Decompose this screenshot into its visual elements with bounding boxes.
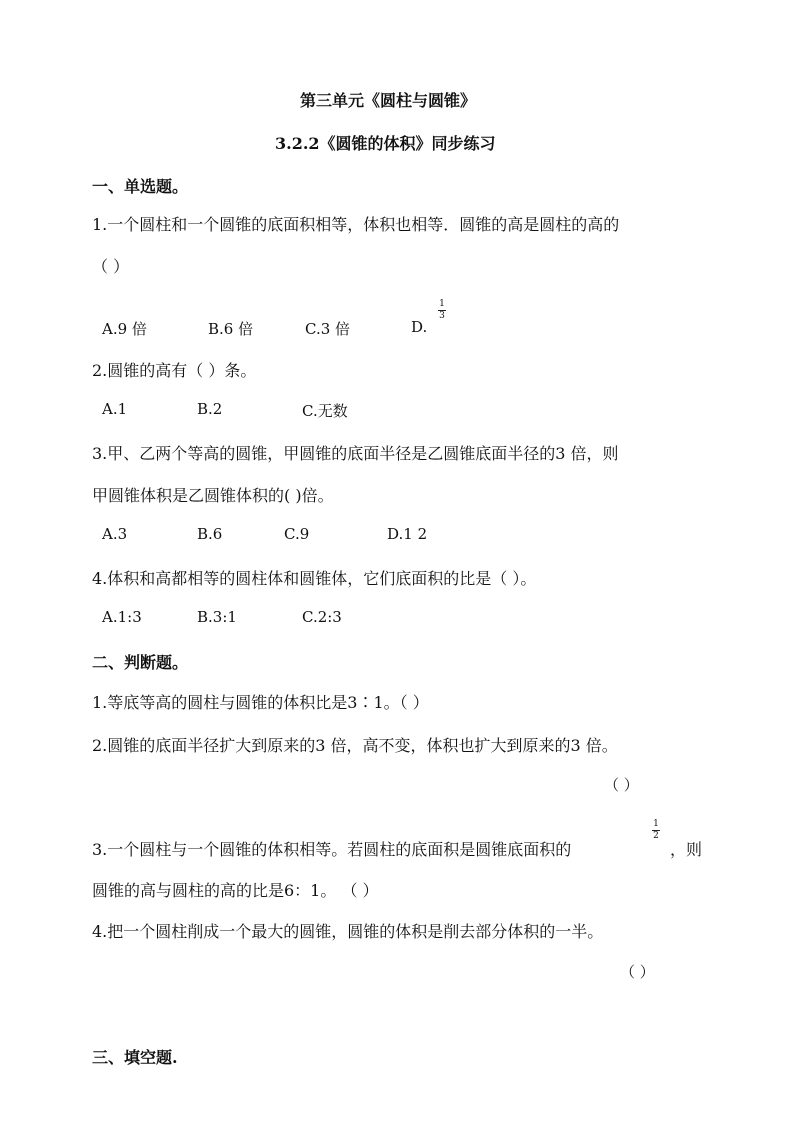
- q1-option-d: D.: [411, 318, 428, 336]
- q3-option-d: D.1 2: [387, 525, 428, 543]
- judgement-4-text: 4.把一个圆柱削成一个最大的圆锥，圆锥的体积是削去部分体积的一半。: [92, 922, 604, 941]
- question-3-text-line2: 甲圆锥体积是乙圆锥体积的( )倍。: [92, 486, 334, 505]
- fraction-numerator: 1: [653, 819, 659, 829]
- q4-option-c: C.2:3: [302, 608, 342, 626]
- section-fill-blank: 三、填空题.: [92, 1048, 178, 1067]
- q1-option-d-fraction: [438, 300, 446, 321]
- q1-option-c: C.3 倍: [305, 320, 351, 338]
- question-1-blank: （ ）: [92, 257, 130, 276]
- q2-option-c: C.无数: [302, 402, 348, 420]
- q1-option-a: A.9 倍: [102, 320, 147, 338]
- judgement-2-text: 2.圆锥的底面半径扩大到原来的3 倍，高不变，体积也扩大到原来的3 倍。: [92, 736, 618, 755]
- section-single-choice: 一、单选题。: [92, 177, 189, 196]
- judgement-3-text-line2: 圆锥的高与圆柱的高的比是6：1。 （ ）: [92, 881, 379, 900]
- fraction-denominator: 2: [653, 831, 659, 841]
- q3-option-a: A.3: [102, 525, 128, 543]
- fraction-numerator: 1: [439, 299, 445, 309]
- q2-option-a: A.1: [102, 400, 128, 418]
- judgement-3-text: 3.一个圆柱与一个圆锥的体积相等。若圆柱的底面积是圆锥底面积的: [92, 840, 572, 859]
- question-1-text: 1.一个圆柱和一个圆锥的底面积相等，体积也相等．圆锥的高是圆柱的高的: [92, 215, 620, 234]
- judgement-3-fraction: [652, 820, 660, 841]
- q4-option-a: A.1:3: [102, 608, 142, 626]
- judgement-2-blank: （ ）: [604, 776, 639, 794]
- question-3-text: 3.甲、乙两个等高的圆锥，甲圆锥的底面半径是乙圆锥底面半径的3 倍，则: [92, 444, 619, 463]
- judgement-1-text: 1.等底等高的圆柱与圆锥的体积比是3∶1。（ ）: [92, 693, 429, 712]
- page-title: 第三单元《圆柱与圆锥》: [300, 91, 477, 110]
- judgement-4-blank: （ ）: [620, 963, 655, 981]
- q4-option-b: B.3:1: [197, 608, 237, 626]
- q3-option-b: B.6: [197, 525, 223, 543]
- fraction-denominator: 3: [439, 311, 445, 321]
- q3-option-c: C.9: [284, 525, 310, 543]
- section-judgement: 二、判断题。: [92, 653, 189, 672]
- question-2-text: 2.圆锥的高有（ ）条。: [92, 361, 257, 380]
- q2-option-b: B.2: [197, 400, 223, 418]
- page-subtitle: 3.2.2《圆锥的体积》同步练习: [275, 134, 496, 153]
- q1-option-b: B.6 倍: [208, 320, 254, 338]
- judgement-3-text-end: ，则: [670, 840, 703, 859]
- question-4-text: 4.体积和高都相等的圆柱体和圆锥体，它们底面积的比是（ ）。: [92, 569, 537, 588]
